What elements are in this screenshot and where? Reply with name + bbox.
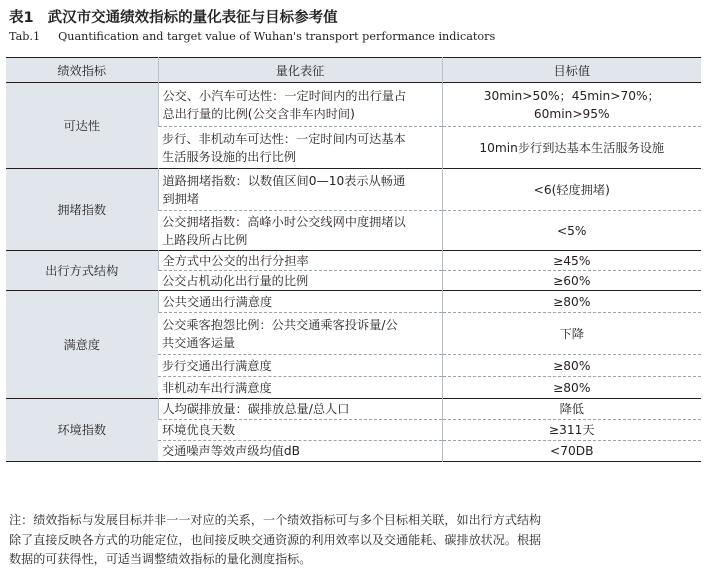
quantification-cell	[158, 399, 442, 420]
quantification-line: 道路拥堵指数：以数值区间0—10表示从畅通	[162, 173, 406, 188]
quantification-line: 生活服务设施的出行比例	[162, 149, 297, 164]
quantification-cell	[158, 211, 442, 251]
target-cell: <6(轻度拥堵)	[442, 169, 701, 211]
quantification-line: 共交通客运量	[162, 335, 236, 350]
quantification-line: 公交拥堵指数：高峰小时公交线网中度拥堵以	[162, 214, 406, 229]
note-line: 数据的可获得性，可适当调整绩效指标的量化测度指标。	[9, 552, 312, 566]
indicator-cell: 可达性	[6, 83, 158, 169]
table-title: 武汉市交通绩效指标的量化表征与目标参考值	[47, 10, 338, 26]
header-target: 目标值	[442, 58, 701, 83]
target-cell: 30min>50%；45min>70%；60min>95%	[442, 83, 701, 127]
quantification-cell	[158, 441, 442, 462]
quantification-line: 环境优良天数	[162, 423, 236, 437]
target-cell: ≥60%	[442, 271, 701, 291]
table-row	[6, 169, 701, 211]
target-cell: <70DB	[442, 441, 701, 462]
quantification-cell	[158, 291, 442, 313]
target-cell: 降低	[442, 399, 701, 420]
table-row	[6, 291, 701, 313]
quantification-cell	[158, 127, 442, 169]
quantification-line: 到拥堵	[162, 191, 200, 206]
header-quantification: 量化表征	[158, 58, 442, 83]
note-line: 除了直接反映各方式的功能定位，也间接反映交通资源的利用效率以及交通能耗、碳排放状况。根据	[9, 532, 542, 547]
target-cell: ≥80%	[442, 377, 701, 399]
quantification-line: 非机动车出行满意度	[162, 380, 272, 395]
table-row	[6, 399, 701, 420]
indicator-group	[6, 83, 701, 169]
table-caption	[9, 8, 699, 45]
quantification-cell	[158, 420, 442, 441]
header-indicator: 绩效指标	[6, 58, 158, 83]
note-line: 注：绩效指标与发展目标并非一一对应的关系，一个绩效指标可与多个目标相关联，如出行方式结构	[9, 513, 542, 527]
target-cell: ≥311天	[442, 420, 701, 441]
indicator-cell: 满意度	[6, 291, 158, 399]
target-cell: ≥80%	[442, 291, 701, 313]
target-cell: 下降	[442, 313, 701, 355]
quantification-line: 步行、非机动车可达性：一定时间内可达基本	[162, 131, 406, 146]
indicator-group	[6, 399, 701, 462]
quantification-line: 步行交通出行满意度	[162, 358, 272, 373]
quantification-cell	[158, 251, 442, 271]
indicator-cell: 环境指数	[6, 399, 158, 462]
indicator-cell: 出行方式结构	[6, 251, 158, 291]
table-number: 表1	[9, 10, 34, 26]
table-number-en: Tab.1	[9, 30, 41, 43]
table-row	[6, 83, 701, 127]
table-note	[9, 511, 699, 570]
target-cell: ≥80%	[442, 355, 701, 377]
quantification-cell	[158, 83, 442, 127]
indicator-group	[6, 291, 701, 399]
quantification-line: 公共交通出行满意度	[162, 294, 273, 309]
target-cell: 10min步行到达基本生活服务设施	[442, 127, 701, 169]
quantification-line: 总出行量的比例(公交含非车内时间)	[162, 106, 355, 121]
quantification-line: 全方式中公交的出行分担率	[162, 253, 309, 268]
caption-english	[9, 29, 699, 45]
quantification-line: 上路段所占比例	[162, 232, 248, 247]
indicator-group	[6, 251, 701, 291]
target-cell: <5%	[442, 211, 701, 251]
quantification-line: 人均碳排放量：碳排放总量/总人口	[162, 402, 350, 416]
performance-table	[6, 57, 701, 462]
quantification-cell	[158, 169, 442, 211]
indicator-group	[6, 169, 701, 251]
quantification-cell	[158, 377, 442, 399]
target-cell: ≥45%	[442, 251, 701, 271]
indicator-cell: 拥堵指数	[6, 169, 158, 251]
caption-chinese	[9, 8, 699, 28]
quantification-line: 公交乘客抱怨比例：公共交通乘客投诉量/公	[162, 317, 398, 332]
table-row	[6, 251, 701, 271]
quantification-cell	[158, 355, 442, 377]
quantification-cell	[158, 313, 442, 355]
quantification-line: 公交占机动化出行量的比例	[162, 273, 309, 288]
quantification-line: 交通噪声等效声级均值dB	[162, 444, 300, 458]
table-header-row	[6, 58, 701, 83]
quantification-cell	[158, 271, 442, 291]
quantification-line: 公交、小汽车可达性：一定时间内的出行量占	[162, 88, 407, 103]
table-title-en: Quantification and target value of Wuhan's transport performance indicators	[58, 30, 496, 43]
